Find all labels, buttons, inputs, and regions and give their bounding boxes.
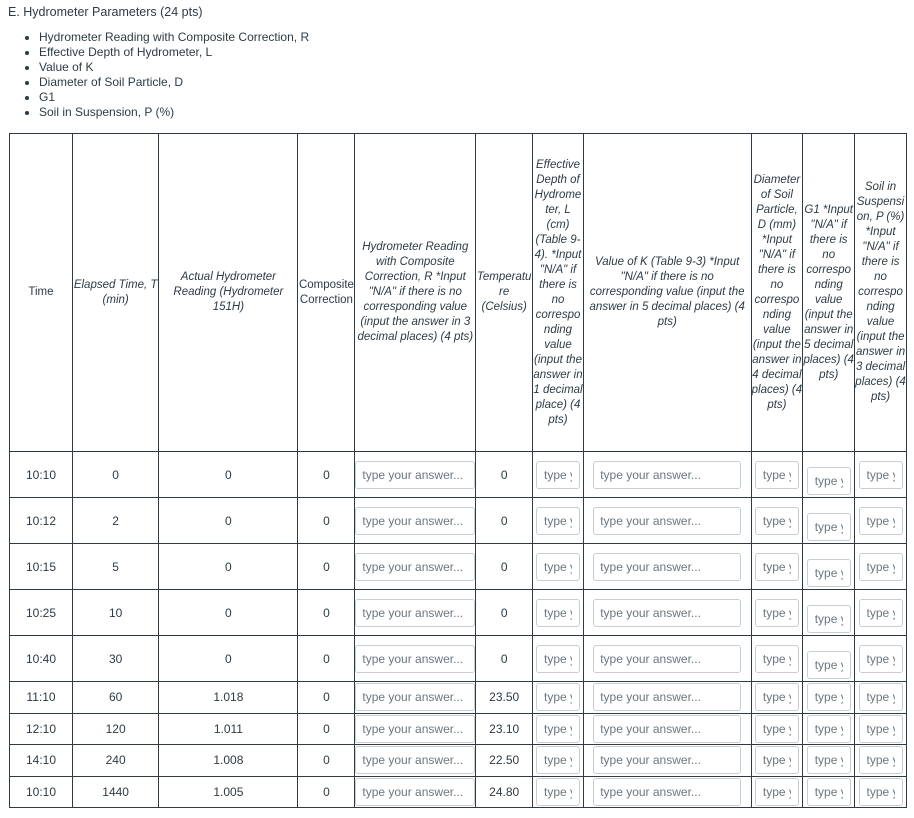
actual-reading-cell: 1.011 <box>159 713 298 745</box>
list-item: • Hydrometer Reading with Composite Correction, R <box>39 30 309 45</box>
reading-r-cell <box>355 636 476 682</box>
table-row <box>10 713 907 745</box>
suspension-input[interactable] <box>859 599 903 627</box>
time-cell: 10:40 <box>10 636 73 682</box>
depth-cell <box>533 544 584 590</box>
g1-input[interactable] <box>807 746 851 774</box>
g1-cell <box>803 713 855 745</box>
reading-r-cell <box>355 452 476 498</box>
time-cell: 10:10 <box>10 776 73 808</box>
suspension-cell <box>855 682 907 714</box>
list-item: • Value of K <box>39 60 309 75</box>
list-item: • G1 <box>39 90 309 105</box>
composite-cell: 0 <box>298 745 355 777</box>
k-cell <box>583 590 751 636</box>
header-row <box>10 134 907 452</box>
g1-cell <box>803 544 855 590</box>
k-cell <box>583 498 751 544</box>
composite-cell: 0 <box>298 590 355 636</box>
actual-reading-cell: 1.018 <box>159 682 298 714</box>
reading-r-input[interactable] <box>355 599 475 627</box>
actual-reading-cell: 1.008 <box>159 745 298 777</box>
temperature-cell: 22.50 <box>476 745 533 777</box>
k-input[interactable] <box>593 645 741 673</box>
suspension-input[interactable] <box>859 778 903 806</box>
k-input[interactable] <box>593 746 741 774</box>
reading-r-input[interactable] <box>355 683 475 711</box>
composite-cell: 0 <box>298 544 355 590</box>
diameter-cell <box>751 745 803 777</box>
depth-cell <box>533 452 584 498</box>
suspension-cell <box>855 713 907 745</box>
reading-r-input[interactable] <box>355 645 475 673</box>
suspension-input[interactable] <box>859 715 903 743</box>
reading-r-cell <box>355 682 476 714</box>
section-title: E. Hydrometer Parameters (24 pts) <box>8 5 203 19</box>
elapsed-cell: 5 <box>72 544 158 590</box>
header-actual-reading: Actual Hydrometer Reading (Hydrometer 151H) <box>159 134 298 452</box>
k-cell <box>583 776 751 808</box>
depth-input[interactable] <box>536 683 580 711</box>
k-cell <box>583 713 751 745</box>
diameter-input[interactable] <box>755 645 799 673</box>
hydrometer-table <box>9 133 907 808</box>
depth-cell <box>533 590 584 636</box>
depth-input[interactable] <box>536 746 580 774</box>
time-cell: 10:25 <box>10 590 73 636</box>
k-cell <box>583 682 751 714</box>
g1-input[interactable] <box>807 467 851 495</box>
temperature-cell: 0 <box>476 636 533 682</box>
diameter-input[interactable] <box>755 778 799 806</box>
list-item: • Effective Depth of Hydrometer, L <box>39 45 309 60</box>
time-cell: 10:10 <box>10 452 73 498</box>
suspension-cell <box>855 590 907 636</box>
g1-input[interactable] <box>807 559 851 587</box>
header-composite-correction: Composite Correction <box>298 134 355 452</box>
k-input[interactable] <box>593 553 741 581</box>
k-cell <box>583 636 751 682</box>
table-row <box>10 745 907 777</box>
elapsed-cell: 240 <box>72 745 158 777</box>
composite-cell: 0 <box>298 636 355 682</box>
depth-cell <box>533 713 584 745</box>
composite-cell: 0 <box>298 776 355 808</box>
time-cell: 12:10 <box>10 713 73 745</box>
diameter-cell <box>751 636 803 682</box>
suspension-cell <box>855 452 907 498</box>
header-time: Time <box>10 134 73 452</box>
actual-reading-cell: 0 <box>159 636 298 682</box>
header-elapsed-time: Elapsed Time, T (min) <box>72 134 158 452</box>
g1-input[interactable] <box>807 778 851 806</box>
reading-r-input[interactable] <box>355 553 475 581</box>
temperature-cell: 23.50 <box>476 682 533 714</box>
diameter-cell <box>751 498 803 544</box>
table-row <box>10 636 907 682</box>
suspension-cell <box>855 636 907 682</box>
actual-reading-cell: 0 <box>159 544 298 590</box>
temperature-cell: 0 <box>476 452 533 498</box>
k-cell <box>583 745 751 777</box>
header-g1: G1 *Input "N/A" if there is no corresponding value (input the answer in 5 decimal places) (4 pts) <box>803 134 855 452</box>
suspension-input[interactable] <box>859 746 903 774</box>
diameter-input[interactable] <box>755 461 799 489</box>
temperature-cell: 0 <box>476 544 533 590</box>
suspension-input[interactable] <box>859 461 903 489</box>
reading-r-input[interactable] <box>355 507 475 535</box>
diameter-cell <box>751 776 803 808</box>
diameter-cell <box>751 452 803 498</box>
composite-cell: 0 <box>298 452 355 498</box>
diameter-input[interactable] <box>755 553 799 581</box>
k-cell <box>583 544 751 590</box>
reading-r-cell <box>355 776 476 808</box>
temperature-cell: 23.10 <box>476 713 533 745</box>
elapsed-cell: 1440 <box>72 776 158 808</box>
elapsed-cell: 10 <box>72 590 158 636</box>
diameter-input[interactable] <box>755 507 799 535</box>
suspension-cell <box>855 776 907 808</box>
k-input[interactable] <box>593 683 741 711</box>
depth-cell <box>533 745 584 777</box>
list-item: • Soil in Suspension, P (%) <box>39 105 309 120</box>
reading-r-input[interactable] <box>355 461 475 489</box>
reading-r-input[interactable] <box>355 715 475 743</box>
diameter-input[interactable] <box>755 715 799 743</box>
elapsed-cell: 2 <box>72 498 158 544</box>
g1-cell <box>803 745 855 777</box>
g1-input[interactable] <box>807 715 851 743</box>
depth-input[interactable] <box>536 778 580 806</box>
composite-cell: 0 <box>298 682 355 714</box>
composite-cell: 0 <box>298 713 355 745</box>
g1-input[interactable] <box>807 513 851 541</box>
diameter-cell <box>751 713 803 745</box>
table-row <box>10 452 907 498</box>
temperature-cell: 24.80 <box>476 776 533 808</box>
depth-input[interactable] <box>536 507 580 535</box>
depth-input[interactable] <box>536 715 580 743</box>
k-cell <box>583 452 751 498</box>
g1-cell <box>803 452 855 498</box>
table-row <box>10 776 907 808</box>
reading-r-input[interactable] <box>355 746 475 774</box>
header-reading-r: Hydrometer Reading with Composite Correction, R *Input "N/A" if there is no corresponding value (input the answer in 3 decimal places) (4 pts) <box>355 134 476 452</box>
table-row <box>10 590 907 636</box>
g1-input[interactable] <box>807 683 851 711</box>
header-effective-depth: Effective Depth of Hydrometer, L (cm) (Table 9-4). *Input "N/A" if there is no corresponding value (input the answer in 1 decimal place) (4 pts) <box>533 134 584 452</box>
g1-input[interactable] <box>807 605 851 633</box>
actual-reading-cell: 0 <box>159 452 298 498</box>
actual-reading-cell: 0 <box>159 498 298 544</box>
temperature-cell: 0 <box>476 498 533 544</box>
reading-r-cell <box>355 713 476 745</box>
actual-reading-cell: 1.005 <box>159 776 298 808</box>
suspension-cell <box>855 745 907 777</box>
diameter-input[interactable] <box>755 599 799 627</box>
depth-cell <box>533 498 584 544</box>
elapsed-cell: 120 <box>72 713 158 745</box>
header-diameter: Diameter of Soil Particle, D (mm) *Input "N/A" if there is no corresponding value (input the answer in 4 decimal places) (4 pts) <box>751 134 803 452</box>
time-cell: 10:15 <box>10 544 73 590</box>
time-cell: 11:10 <box>10 682 73 714</box>
time-cell: 14:10 <box>10 745 73 777</box>
table-row <box>10 682 907 714</box>
k-input[interactable] <box>593 461 741 489</box>
g1-cell <box>803 590 855 636</box>
k-input[interactable] <box>593 507 741 535</box>
suspension-cell <box>855 544 907 590</box>
list-item: • Diameter of Soil Particle, D <box>39 75 309 90</box>
composite-cell: 0 <box>298 498 355 544</box>
depth-cell <box>533 682 584 714</box>
suspension-cell <box>855 498 907 544</box>
g1-cell <box>803 682 855 714</box>
diameter-input[interactable] <box>755 746 799 774</box>
header-soil-suspension: Soil in Suspension, P (%) *Input "N/A" if there is no corresponding value (input the answer in 3 decimal places) (4 pts) <box>855 134 907 452</box>
g1-input[interactable] <box>807 651 851 679</box>
diameter-input[interactable] <box>755 683 799 711</box>
depth-input[interactable] <box>536 599 580 627</box>
elapsed-cell: 60 <box>72 682 158 714</box>
depth-input[interactable] <box>536 645 580 673</box>
reading-r-cell <box>355 544 476 590</box>
header-value-k: Value of K (Table 9-3) *Input "N/A" if there is no corresponding value (input the answer in 5 decimal places) (4 pts) <box>583 134 751 452</box>
table-row <box>10 544 907 590</box>
diameter-cell <box>751 590 803 636</box>
k-input[interactable] <box>593 599 741 627</box>
g1-cell <box>803 776 855 808</box>
diameter-cell <box>751 544 803 590</box>
k-input[interactable] <box>593 778 741 806</box>
reading-r-cell <box>355 498 476 544</box>
diameter-cell <box>751 682 803 714</box>
depth-cell <box>533 636 584 682</box>
g1-cell <box>803 498 855 544</box>
depth-cell <box>533 776 584 808</box>
temperature-cell: 0 <box>476 590 533 636</box>
depth-input[interactable] <box>536 553 580 581</box>
reading-r-cell <box>355 590 476 636</box>
suspension-input[interactable] <box>859 645 903 673</box>
g1-cell <box>803 636 855 682</box>
suspension-input[interactable] <box>859 507 903 535</box>
elapsed-cell: 0 <box>72 452 158 498</box>
depth-input[interactable] <box>536 461 580 489</box>
suspension-input[interactable] <box>859 683 903 711</box>
actual-reading-cell: 0 <box>159 590 298 636</box>
suspension-input[interactable] <box>859 553 903 581</box>
requirements-list <box>8 30 309 120</box>
header-temperature: Temperature (Celsius) <box>476 134 533 452</box>
elapsed-cell: 30 <box>72 636 158 682</box>
k-input[interactable] <box>593 715 741 743</box>
table-row <box>10 498 907 544</box>
reading-r-cell <box>355 745 476 777</box>
time-cell: 10:12 <box>10 498 73 544</box>
reading-r-input[interactable] <box>355 778 475 806</box>
